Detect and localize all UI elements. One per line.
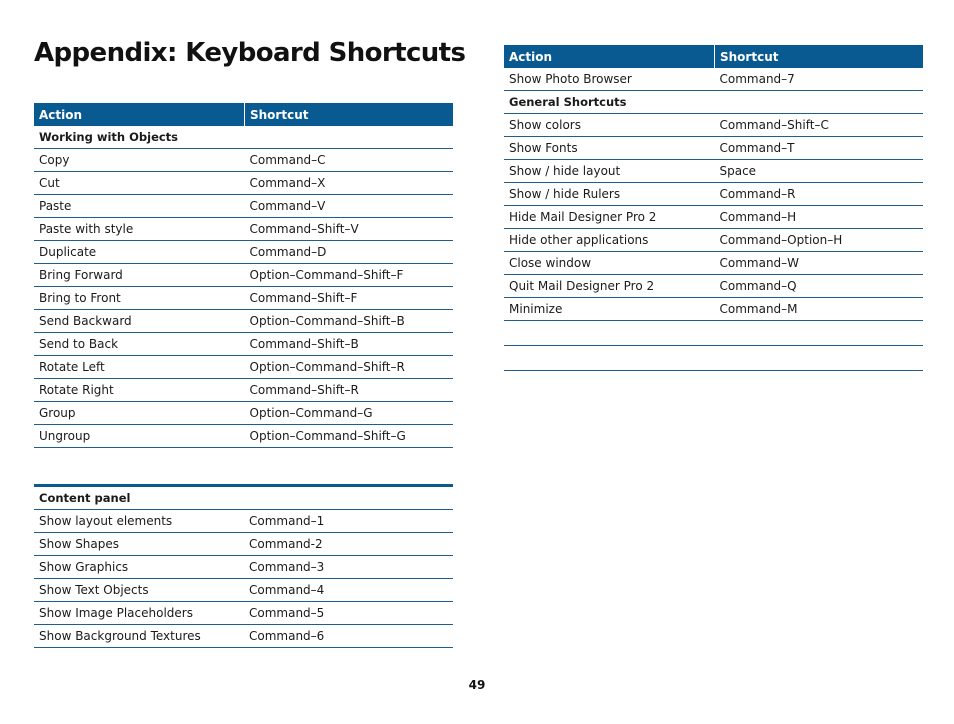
column-header-action: Action — [34, 103, 245, 126]
table-header-row — [34, 103, 453, 126]
action-cell: Show / hide layout — [504, 160, 715, 183]
section-row — [34, 126, 453, 149]
action-cell: Send to Back — [34, 333, 245, 356]
empty-row — [504, 346, 923, 371]
action-cell: Close window — [504, 252, 715, 275]
shortcuts-table-content-panel — [34, 484, 453, 648]
table-row — [34, 149, 453, 172]
action-cell: Ungroup — [34, 425, 245, 448]
action-cell: Send Backward — [34, 310, 245, 333]
shortcut-cell: Command–1 — [244, 510, 453, 533]
page-title: Appendix: Keyboard Shortcuts — [34, 38, 466, 68]
action-cell: Rotate Right — [34, 379, 245, 402]
action-cell: Quit Mail Designer Pro 2 — [504, 275, 715, 298]
table-row — [34, 172, 453, 195]
table-row — [504, 206, 923, 229]
shortcut-cell: Command–T — [715, 137, 924, 160]
shortcut-cell: Command–7 — [715, 68, 924, 91]
table-row — [504, 252, 923, 275]
table-row — [34, 602, 453, 625]
page-number: 49 — [468, 678, 486, 692]
table-row — [34, 579, 453, 602]
table-row — [504, 137, 923, 160]
table-row — [504, 229, 923, 252]
shortcut-cell: Command-2 — [244, 533, 453, 556]
action-cell: Paste — [34, 195, 245, 218]
table-row — [34, 241, 453, 264]
table-row — [34, 625, 453, 648]
empty-row — [504, 321, 923, 346]
shortcut-cell: Command–M — [715, 298, 924, 321]
table-row — [34, 402, 453, 425]
table-row — [504, 298, 923, 321]
section-label: General Shortcuts — [504, 91, 923, 114]
section-label: Content panel — [34, 486, 453, 510]
section-label: Working with Objects — [34, 126, 453, 149]
table-row — [504, 114, 923, 137]
action-cell: Group — [34, 402, 245, 425]
shortcut-cell: Command–5 — [244, 602, 453, 625]
table-row — [34, 264, 453, 287]
shortcut-cell: Command–V — [245, 195, 454, 218]
action-cell: Show colors — [504, 114, 715, 137]
section-row — [504, 91, 923, 114]
shortcut-cell: Option–Command–Shift–F — [245, 264, 454, 287]
shortcut-cell: Command–Q — [715, 275, 924, 298]
shortcut-cell: Command–4 — [244, 579, 453, 602]
table-row — [34, 425, 453, 448]
table-row — [504, 275, 923, 298]
empty-cell — [715, 321, 924, 346]
table-row — [34, 218, 453, 241]
action-cell: Show / hide Rulers — [504, 183, 715, 206]
action-cell: Hide other applications — [504, 229, 715, 252]
shortcut-cell: Command–Shift–B — [245, 333, 454, 356]
action-cell: Show layout elements — [34, 510, 244, 533]
shortcuts-table-general — [504, 45, 923, 371]
table-row — [34, 310, 453, 333]
action-cell: Show Fonts — [504, 137, 715, 160]
table-row — [504, 183, 923, 206]
action-cell: Bring Forward — [34, 264, 245, 287]
action-cell: Rotate Left — [34, 356, 245, 379]
action-cell: Show Shapes — [34, 533, 244, 556]
shortcut-cell: Command–X — [245, 172, 454, 195]
column-header-action: Action — [504, 45, 715, 68]
shortcut-cell: Command–Shift–R — [245, 379, 454, 402]
shortcut-cell: Option–Command–Shift–R — [245, 356, 454, 379]
table-row — [34, 333, 453, 356]
action-cell: Show Photo Browser — [504, 68, 715, 91]
shortcut-cell: Command–Shift–F — [245, 287, 454, 310]
shortcut-cell: Option–Command–G — [245, 402, 454, 425]
shortcut-cell: Space — [715, 160, 924, 183]
action-cell: Show Text Objects — [34, 579, 244, 602]
action-cell: Bring to Front — [34, 287, 245, 310]
section-row — [34, 486, 453, 510]
shortcut-cell: Command–Option–H — [715, 229, 924, 252]
action-cell: Duplicate — [34, 241, 245, 264]
action-cell: Cut — [34, 172, 245, 195]
shortcut-cell: Command–R — [715, 183, 924, 206]
shortcut-cell: Command–Shift–C — [715, 114, 924, 137]
action-cell: Hide Mail Designer Pro 2 — [504, 206, 715, 229]
action-cell: Minimize — [504, 298, 715, 321]
shortcut-cell: Option–Command–Shift–B — [245, 310, 454, 333]
shortcut-cell: Option–Command–Shift–G — [245, 425, 454, 448]
shortcut-cell: Command–D — [245, 241, 454, 264]
action-cell: Copy — [34, 149, 245, 172]
table-row — [34, 195, 453, 218]
shortcut-cell: Command–W — [715, 252, 924, 275]
table-row — [34, 379, 453, 402]
shortcut-cell: Command–3 — [244, 556, 453, 579]
table-row — [34, 287, 453, 310]
action-cell: Show Image Placeholders — [34, 602, 244, 625]
shortcuts-table-objects — [34, 103, 453, 448]
action-cell: Show Graphics — [34, 556, 244, 579]
shortcut-cell: Command–C — [245, 149, 454, 172]
action-cell: Paste with style — [34, 218, 245, 241]
empty-cell — [715, 346, 924, 371]
table-header-row — [504, 45, 923, 68]
table-row — [34, 356, 453, 379]
shortcut-cell: Command–H — [715, 206, 924, 229]
action-cell: Show Background Textures — [34, 625, 244, 648]
empty-cell — [504, 321, 715, 346]
empty-cell — [504, 346, 715, 371]
table-row — [504, 68, 923, 91]
table-row — [34, 510, 453, 533]
shortcut-cell: Command–Shift–V — [245, 218, 454, 241]
table-row — [504, 160, 923, 183]
table-row — [34, 533, 453, 556]
shortcut-cell: Command–6 — [244, 625, 453, 648]
table-row — [34, 556, 453, 579]
column-header-shortcut: Shortcut — [715, 45, 924, 68]
column-header-shortcut: Shortcut — [245, 103, 454, 126]
